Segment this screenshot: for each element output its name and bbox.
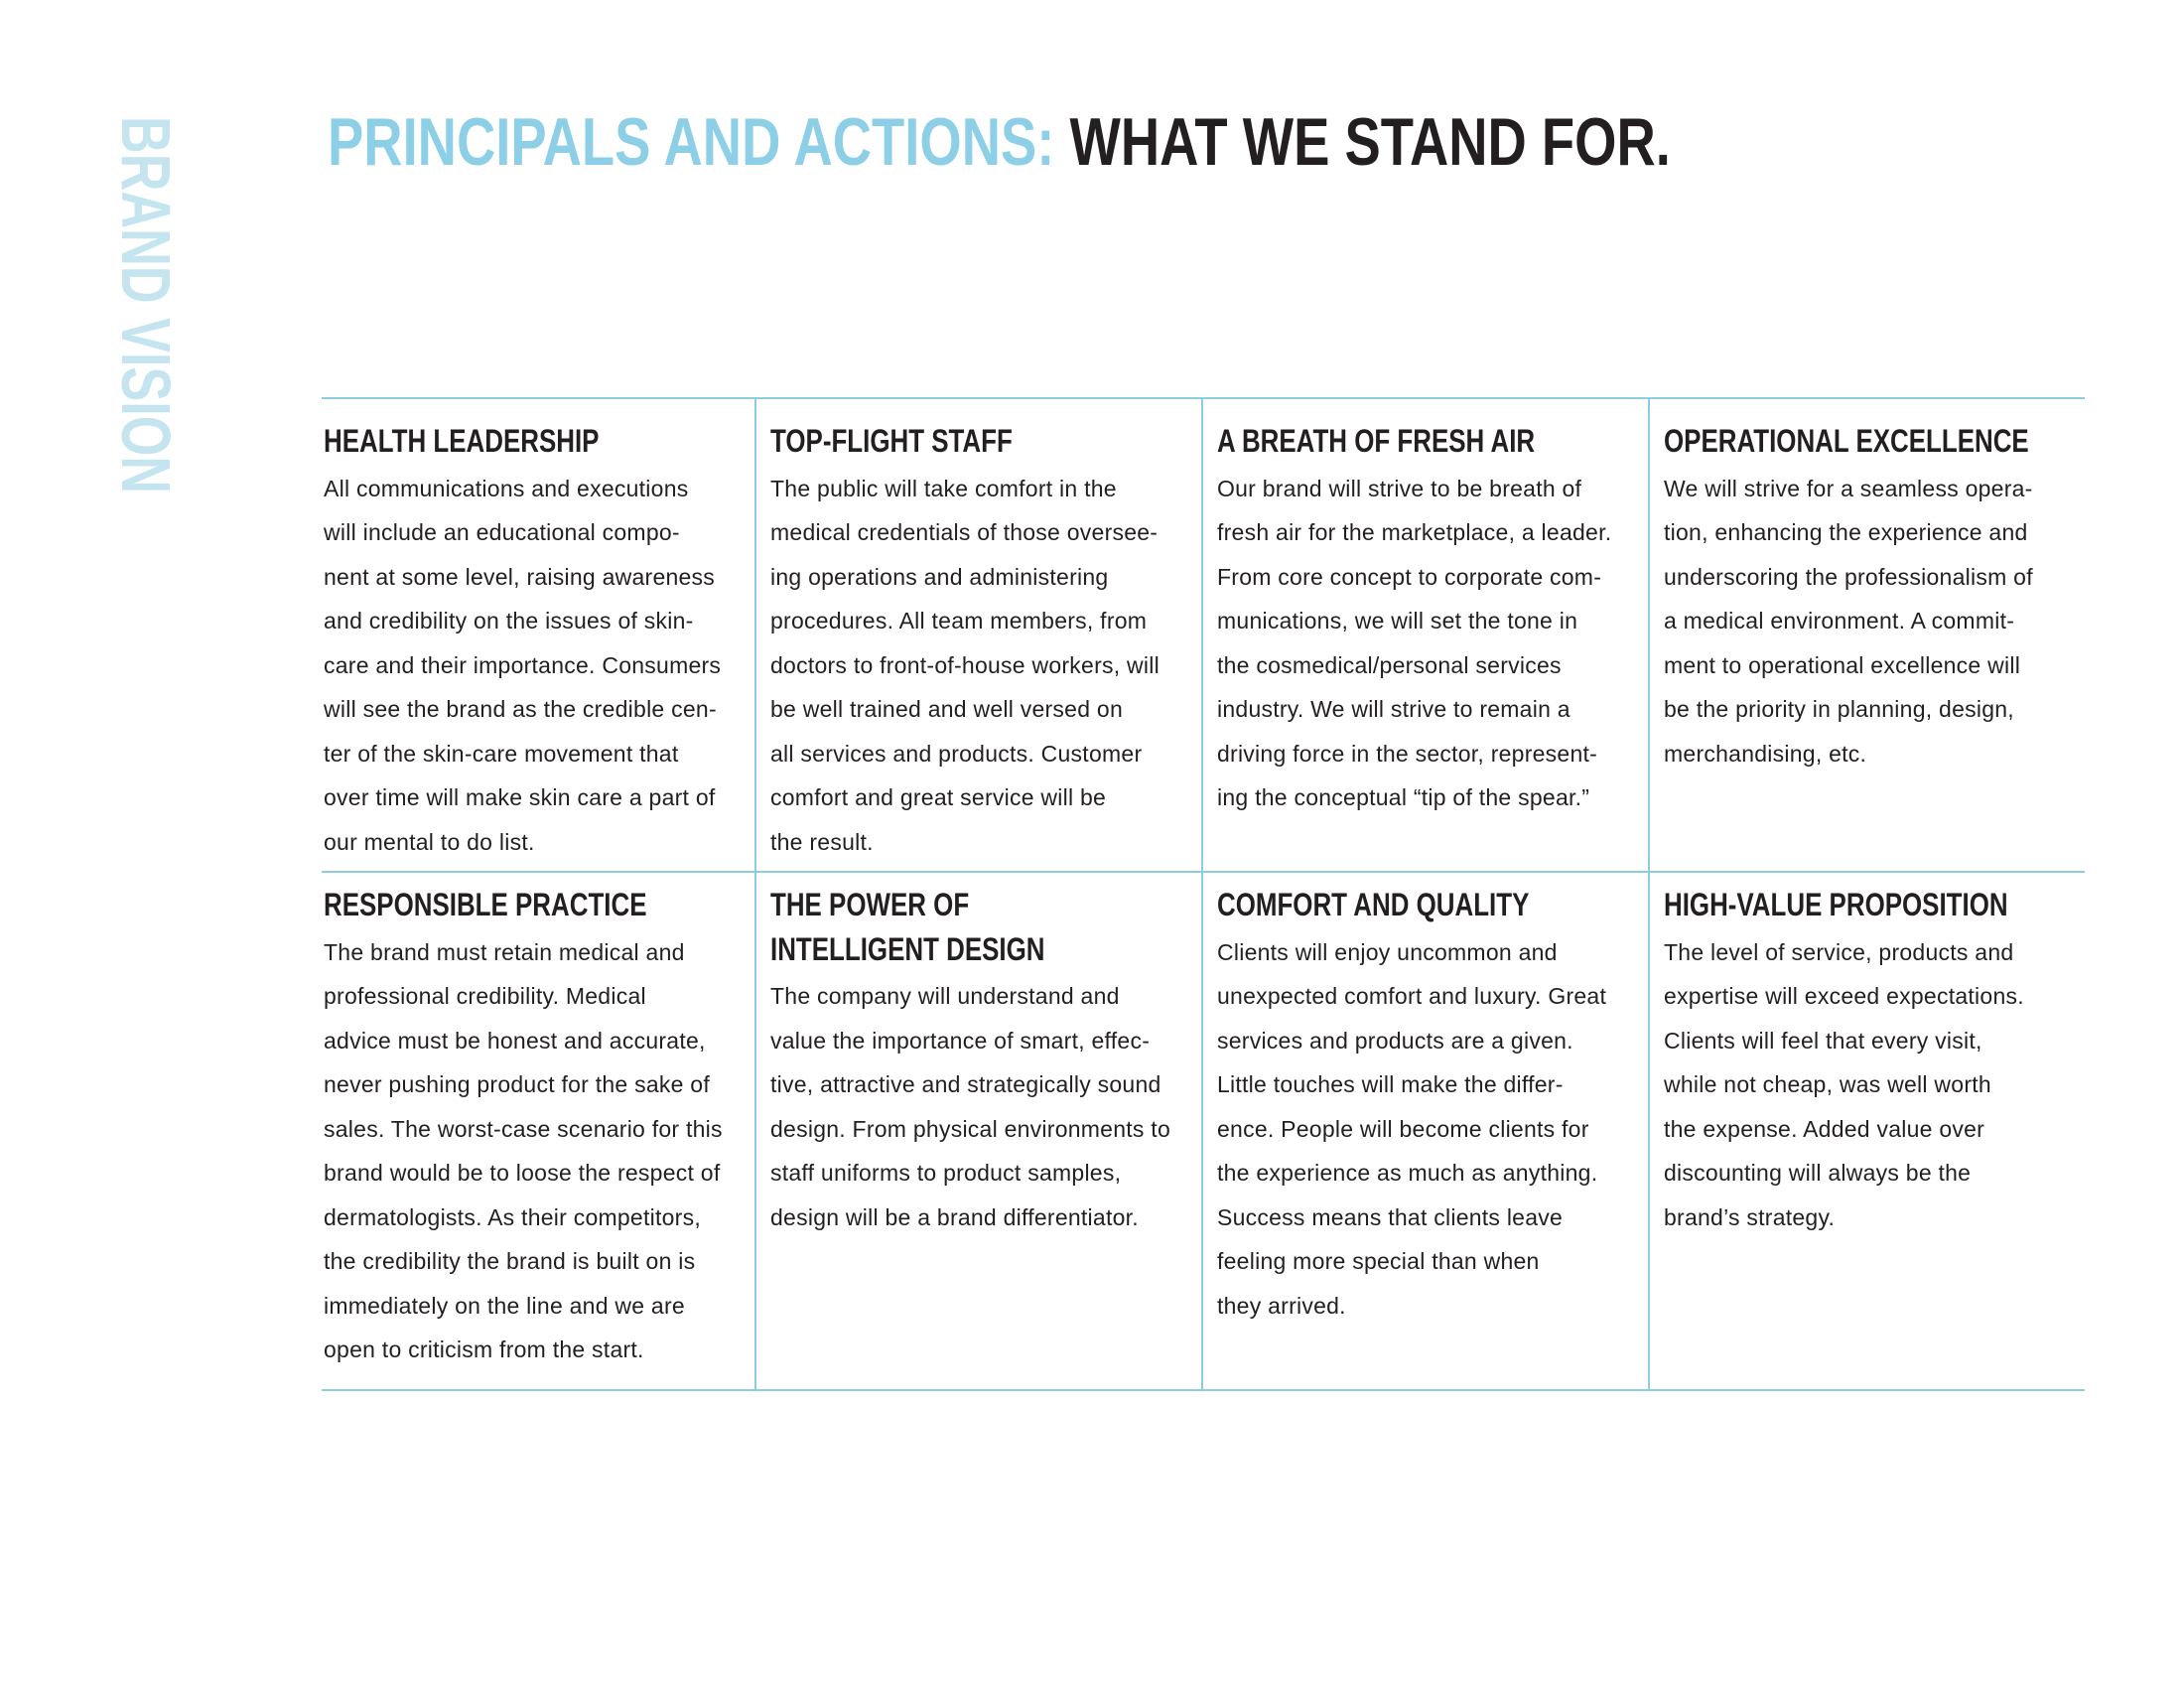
principle-heading bbox=[1217, 419, 1563, 464]
principle-heading bbox=[324, 419, 669, 464]
principle-body-line: the result. bbox=[770, 828, 874, 855]
principle-body-line: while not cheap, was well worth bbox=[1664, 1071, 1991, 1097]
principle-cell-top-flight-staff bbox=[770, 419, 1197, 864]
principle-body-line: All communications and executions bbox=[324, 475, 689, 501]
section-side-label: BRAND VISION bbox=[107, 116, 185, 494]
principle-body-line: the credibility the brand is built on is bbox=[324, 1248, 696, 1274]
grid-rule-middle bbox=[322, 871, 2085, 873]
principle-body-line: discounting will always be the bbox=[1664, 1160, 1972, 1186]
principle-body-line: immediately on the line and we are bbox=[324, 1292, 685, 1319]
principle-body-line: professional credibility. Medical bbox=[324, 983, 646, 1009]
principle-heading-line: THE POWER OF bbox=[770, 887, 970, 922]
principle-body-line: Little touches will make the differ- bbox=[1217, 1071, 1564, 1097]
principle-body-line: merchandising, etc. bbox=[1664, 740, 1867, 767]
principle-body-line: Our brand will strive to be breath of bbox=[1217, 475, 1582, 501]
principle-body-line: nent at some level, raising awareness bbox=[324, 563, 716, 590]
principle-body-line: dermatologists. As their competitors, bbox=[324, 1203, 701, 1230]
principle-body-line: our mental to do list. bbox=[324, 828, 535, 855]
principle-body-line: the cosmedical/personal services bbox=[1217, 651, 1562, 678]
principle-body-line: From core concept to corporate com- bbox=[1217, 563, 1602, 590]
principle-body bbox=[324, 930, 751, 1372]
principle-body-line: We will strive for a seamless opera- bbox=[1664, 475, 2033, 501]
principle-body-line: feeling more special than when bbox=[1217, 1248, 1540, 1274]
principle-heading-line: HEALTH LEADERSHIP bbox=[324, 423, 600, 459]
principle-heading-line: COMFORT AND QUALITY bbox=[1217, 887, 1530, 922]
principle-body-line: value the importance of smart, effec- bbox=[770, 1027, 1151, 1054]
page-title-lead: PRINCIPALS AND ACTIONS: bbox=[328, 104, 1055, 180]
principle-heading-line: TOP-FLIGHT STAFF bbox=[770, 423, 1013, 459]
principle-heading bbox=[770, 883, 1116, 971]
principle-body-line: underscoring the professionalism of bbox=[1664, 563, 2033, 590]
principle-body bbox=[770, 467, 1197, 865]
principle-cell-responsible-practice bbox=[324, 883, 751, 1372]
principle-body-line: the expense. Added value over bbox=[1664, 1115, 1985, 1142]
principle-body-line: be well trained and well versed on bbox=[770, 696, 1123, 722]
principle-heading-line: INTELLIGENT DESIGN bbox=[770, 930, 1045, 967]
principle-cell-operational-excellence bbox=[1664, 419, 2091, 775]
principle-body-line: be the priority in planning, design, bbox=[1664, 696, 2014, 722]
grid-rule-top bbox=[322, 397, 2085, 399]
principle-body-line: advice must be honest and accurate, bbox=[324, 1027, 706, 1054]
principle-heading-line: A BREATH OF FRESH AIR bbox=[1217, 423, 1536, 459]
page-title-rest: WHAT WE STAND FOR. bbox=[1069, 104, 1671, 180]
principle-body-line: munications, we will set the tone in bbox=[1217, 608, 1578, 633]
principle-body-line: brand’s strategy. bbox=[1664, 1203, 1836, 1230]
principle-body-line: driving force in the sector, represent- bbox=[1217, 740, 1598, 767]
principle-body-line: never pushing product for the sake of bbox=[324, 1071, 710, 1097]
principle-body-line: Clients will feel that every visit, bbox=[1664, 1027, 1982, 1054]
principle-body-line: expertise will exceed expectations. bbox=[1664, 983, 2024, 1009]
principle-body-line: the experience as much as anything. bbox=[1217, 1160, 1598, 1186]
principle-heading bbox=[1217, 883, 1563, 927]
principle-body-line: medical credentials of those oversee- bbox=[770, 519, 1159, 545]
principle-body-line: tion, enhancing the experience and bbox=[1664, 519, 2028, 545]
principle-body-line: The company will understand and bbox=[770, 983, 1120, 1009]
principle-body-line: ing the conceptual “tip of the spear.” bbox=[1217, 784, 1590, 810]
principle-body-line: a medical environment. A commit- bbox=[1664, 608, 2015, 633]
principle-body-line: Success means that clients leave bbox=[1217, 1203, 1564, 1230]
principle-body-line: unexpected comfort and luxury. Great bbox=[1217, 983, 1607, 1009]
principle-body-line: ence. People will become clients for bbox=[1217, 1115, 1589, 1142]
principle-body-line: doctors to front-of-house workers, will bbox=[770, 651, 1160, 678]
principle-body-line: ter of the skin-care movement that bbox=[324, 740, 679, 767]
grid-divider-2 bbox=[1201, 397, 1203, 1391]
principle-body-line: fresh air for the marketplace, a leader. bbox=[1217, 519, 1612, 545]
principle-body-line: sales. The worst-case scenario for this bbox=[324, 1115, 723, 1142]
principle-body-line: Clients will enjoy uncommon and bbox=[1217, 938, 1558, 965]
principle-body bbox=[1664, 467, 2091, 776]
principle-body-line: industry. We will strive to remain a bbox=[1217, 696, 1570, 722]
page-title bbox=[328, 104, 1671, 180]
principle-body-line: they arrived. bbox=[1217, 1292, 1346, 1319]
principle-body-line: brand would be to loose the respect of bbox=[324, 1160, 721, 1186]
principle-cell-health-leadership bbox=[324, 419, 751, 864]
principle-heading bbox=[770, 419, 1116, 464]
principle-body-line: The level of service, products and bbox=[1664, 938, 2014, 965]
principle-heading-line: HIGH-VALUE PROPOSITION bbox=[1664, 887, 2008, 922]
principle-body-line: all services and products. Customer bbox=[770, 740, 1143, 767]
principle-heading bbox=[324, 883, 669, 927]
principle-body-line: services and products are a given. bbox=[1217, 1027, 1573, 1054]
principle-heading bbox=[1664, 883, 2009, 927]
principle-body-line: design will be a brand differentiator. bbox=[770, 1203, 1139, 1230]
principle-body-line: ing operations and administering bbox=[770, 563, 1109, 590]
grid-rule-bottom bbox=[322, 1389, 2085, 1391]
principle-body-line: over time will make skin care a part of bbox=[324, 784, 716, 810]
principle-body-line: will see the brand as the credible cen- bbox=[324, 696, 717, 722]
principle-body bbox=[1217, 467, 1644, 820]
principle-cell-intelligent-design bbox=[770, 883, 1197, 1239]
principle-body bbox=[324, 467, 751, 865]
principle-body-line: procedures. All team members, from bbox=[770, 608, 1148, 633]
principle-cell-high-value-proposition bbox=[1664, 883, 2091, 1239]
principle-body bbox=[1664, 930, 2091, 1240]
principle-body-line: design. From physical environments to bbox=[770, 1115, 1170, 1142]
principle-heading-line: RESPONSIBLE PRACTICE bbox=[324, 887, 647, 922]
grid-divider-1 bbox=[754, 397, 756, 1391]
principle-body-line: tive, attractive and strategically sound bbox=[770, 1071, 1161, 1097]
principle-body-line: The public will take comfort in the bbox=[770, 475, 1117, 501]
principle-cell-comfort-and-quality bbox=[1217, 883, 1644, 1328]
principle-body-line: ment to operational excellence will bbox=[1664, 651, 2021, 678]
principle-body-line: and credibility on the issues of skin- bbox=[324, 608, 694, 633]
principle-cell-breath-of-fresh-air bbox=[1217, 419, 1644, 820]
principle-body-line: The brand must retain medical and bbox=[324, 938, 685, 965]
grid-divider-3 bbox=[1648, 397, 1650, 1391]
principle-body-line: care and their importance. Consumers bbox=[324, 651, 722, 678]
principle-body-line: comfort and great service will be bbox=[770, 784, 1107, 810]
principle-body bbox=[770, 974, 1197, 1239]
principle-body-line: open to criticism from the start. bbox=[324, 1336, 644, 1362]
principle-body-line: staff uniforms to product samples, bbox=[770, 1160, 1122, 1186]
principle-heading bbox=[1664, 419, 2029, 464]
principle-body bbox=[1217, 930, 1644, 1329]
principle-heading-line: OPERATIONAL EXCELLENCE bbox=[1664, 423, 2029, 459]
principle-body-line: will include an educational compo- bbox=[324, 519, 680, 545]
